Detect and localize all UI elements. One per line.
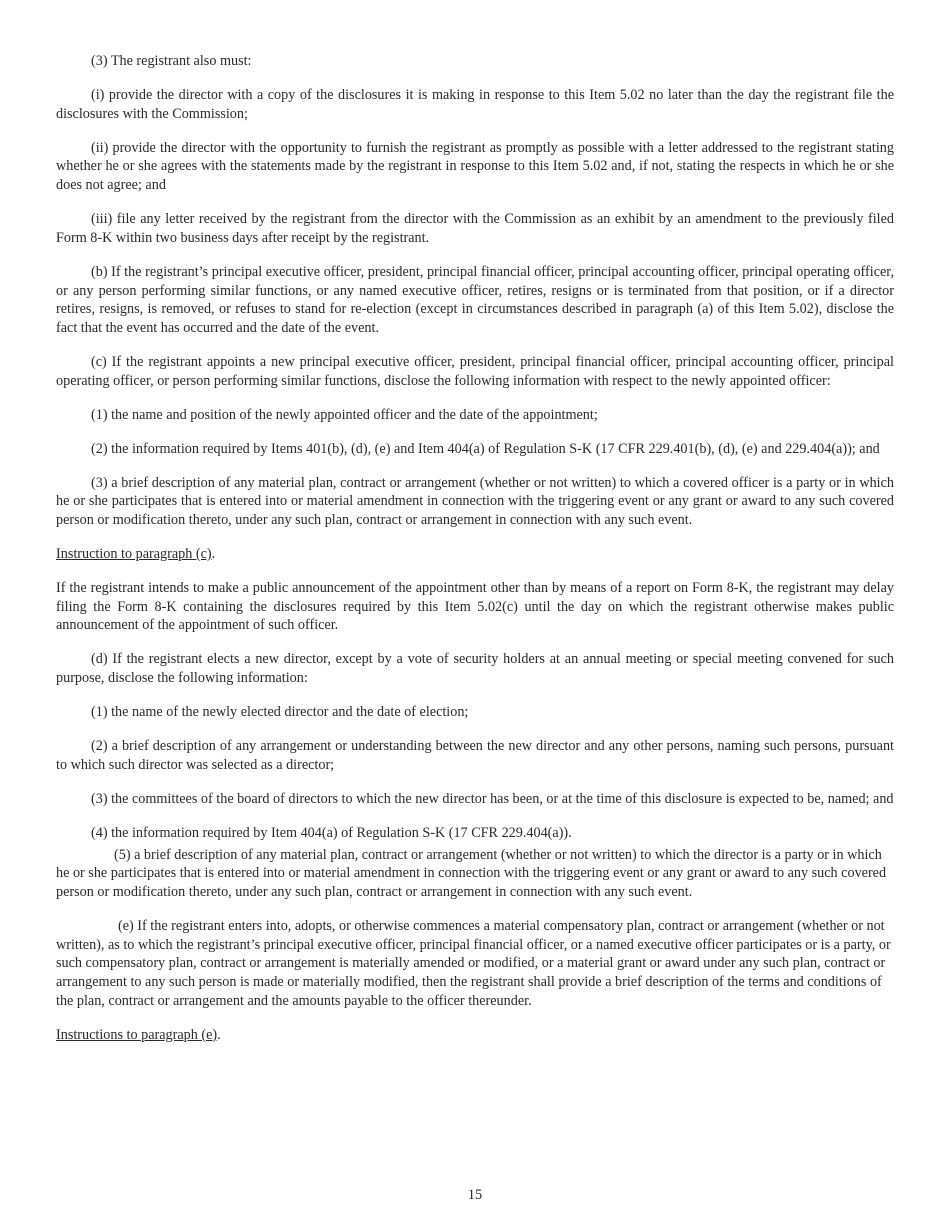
instruction-heading-c-text: Instruction to paragraph (c) <box>56 546 212 563</box>
paragraph-d: (d) If the registrant elects a new director, except by a vote of security holders at an annual meeting or special meeting convened for such purpose, disclose the following information: <box>56 651 894 687</box>
paragraph-item-ii: (ii) provide the director with the opportunity to furnish the registrant as promptly as possible with a letter addressed to the registrant stating whether he or she agrees with the statements made by the registrant in response to this Item 5.02 and, if not, stating the respects in which he or she does not agree; and <box>56 139 894 194</box>
page-number: 15 <box>467 1187 483 1203</box>
instruction-heading-c <box>56 545 894 564</box>
paragraph-c-2: (2) the information required by Items 401(b), (d), (e) and Item 404(a) of Regulation S-K (17 CFR 229.401(b), (d), (e) and 229.404(a)); and <box>91 440 880 457</box>
paragraph-d-1: (1) the name of the newly elected director and the date of election; <box>91 704 469 721</box>
paragraph-c: (c) If the registrant appoints a new principal executive officer, president, principal financial officer, principal accounting officer, principal operating officer, or person performing similar functions, disclose the following information with respect to the newly appointed officer: <box>56 353 894 389</box>
document-page <box>56 52 894 1060</box>
paragraph-e: (e) If the registrant enters into, adopts, or otherwise commences a material compensatory plan, contract or arrangement (whether or not written), as to which the registrant’s principal executive officer, principal financial officer, or a named executive officer participates or is a party, or such compensatory plan, contract or arrangement is materially amended or modified, or a material grant or award under any such plan, contract or arrangement to any such person is made or materially modified, then the registrant shall provide a brief description of the terms and conditions of the plan, contract or arrangement and the amounts payable to the officer thereunder. <box>56 917 891 1009</box>
instruction-heading-e <box>56 1026 894 1045</box>
paragraph-item-iii: (iii) file any letter received by the registrant from the director with the Commission as an exhibit by an amendment to the previously filed Form 8-K within two business days after receipt by the registrant. <box>56 211 894 246</box>
paragraph-registrant-also-must: (3) The registrant also must: <box>91 53 252 69</box>
paragraph-d-2: (2) a brief description of any arrangement or understanding between the new director and any other persons, naming such persons, pursuant to which such director was selected as a director; <box>56 738 894 773</box>
instruction-c-body: If the registrant intends to make a public announcement of the appointment other than by means of a report on Form 8-K, the registrant may delay filing the Form 8-K containing the disclosures required by this Item 5.02(c) until the day on which the registrant otherwise makes public announcement of the appointment of such officer. <box>56 580 894 634</box>
paragraph-item-i: (i) provide the director with a copy of the disclosures it is making in response to this Item 5.02 no later than the day the registrant file the disclosures with the Commission; <box>56 87 894 122</box>
instruction-heading-c-period: . <box>211 546 216 563</box>
paragraph-c-1: (1) the name and position of the newly appointed officer and the date of the appointment; <box>91 406 598 423</box>
paragraph-d-4: (4) the information required by Item 404(a) of Regulation S-K (17 CFR 229.404(a)). <box>91 824 572 841</box>
paragraph-d-3: (3) the committees of the board of directors to which the new director has been, or at the time of this disclosure is expected to be, named; and <box>91 790 894 807</box>
instruction-heading-e-period: . <box>217 1026 221 1043</box>
instruction-heading-e-text: Instructions to paragraph (e) <box>56 1026 218 1043</box>
paragraph-b: (b) If the registrant’s principal executive officer, president, principal financial officer, principal accounting officer, principal operating officer, or any person performing similar functions, or any named executive officer, retires, resigns or is terminated from that position, or if a director retires, resigns, is removed, or refuses to stand for re-election (except in circumstances described in paragraph (a) of this Item 5.02), disclose the fact that the event has occurred and the date of the event. <box>56 263 894 336</box>
paragraph-d-5: (5) a brief description of any material plan, contract or arrangement (whether or not written) to which the director is a party or in which he or she participates that is entered into or material amendment in connection with the triggering event or any grant or award to any such covered person or modification thereto, under any such plan, contract or arrangement in connection with any such event. <box>56 846 887 900</box>
paragraph-c-3: (3) a brief description of any material plan, contract or arrangement (whether or not written) to which a covered officer is a party or in which he or she participates that is entered into or material amendment in connection with the triggering event or any grant or award to any such covered person or modification thereto, under any such plan, contract or arrangement in connection with any such event. <box>56 474 894 529</box>
